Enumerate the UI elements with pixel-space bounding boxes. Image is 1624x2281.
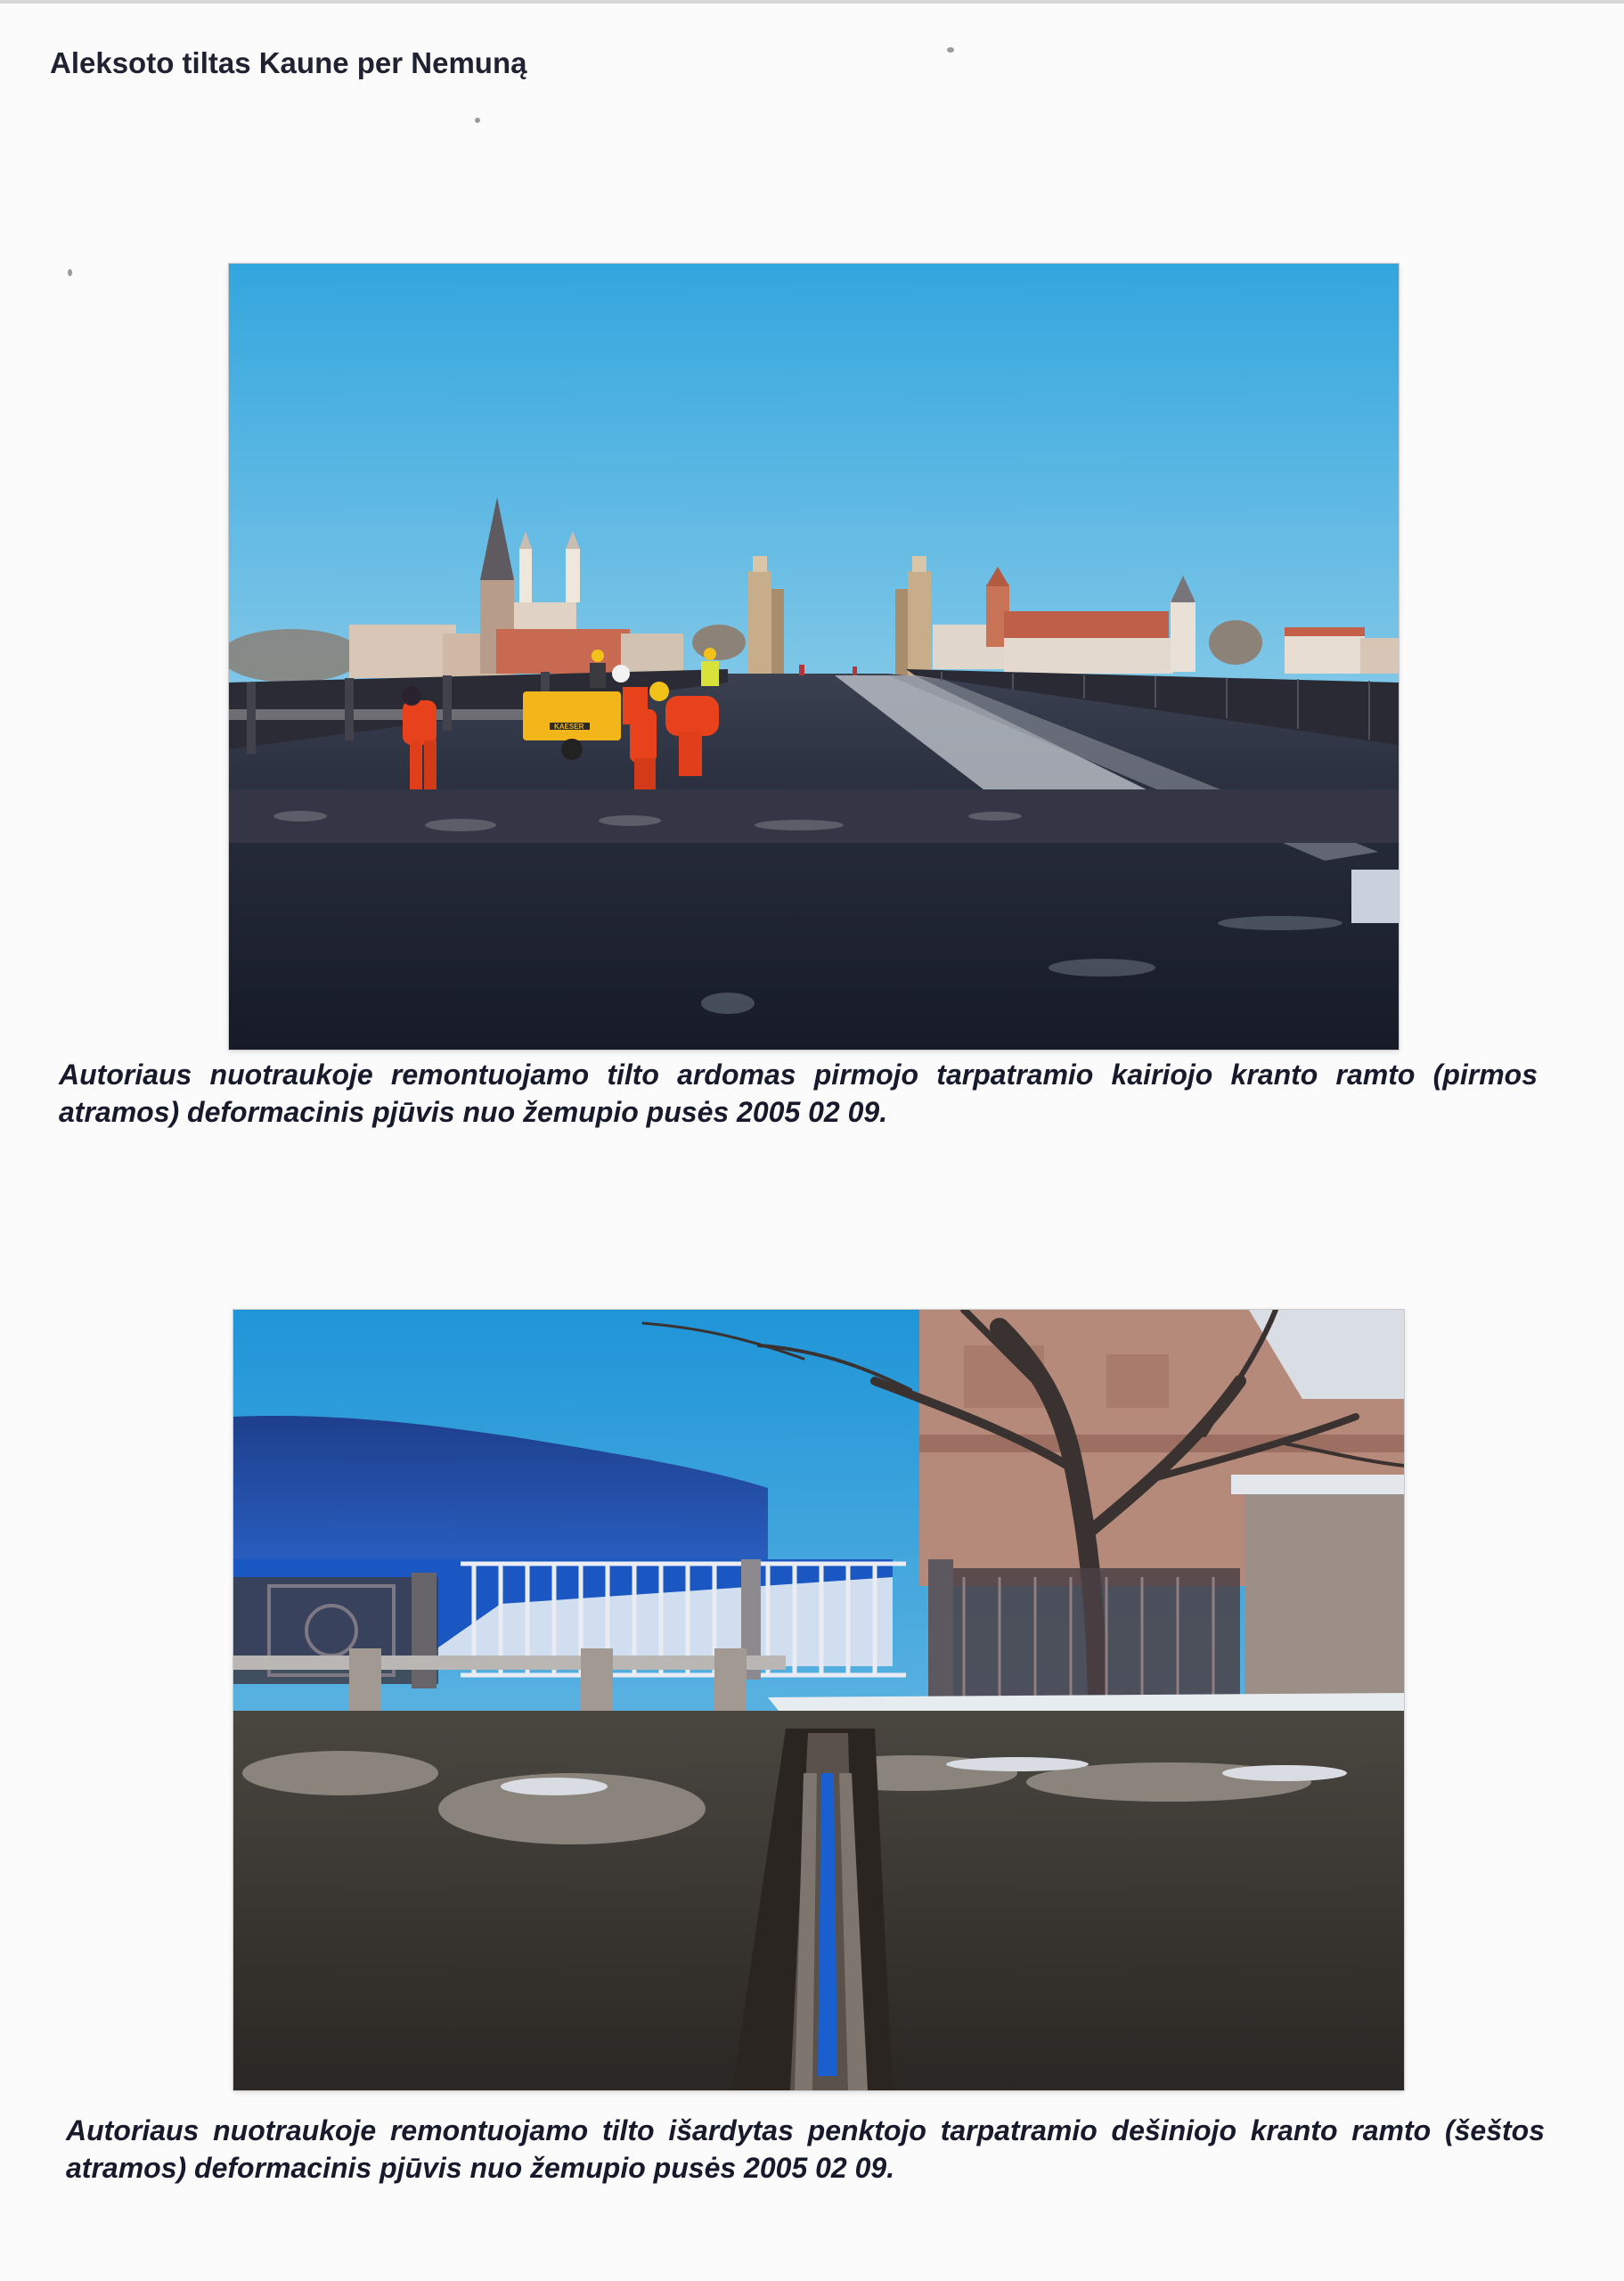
scan-speck	[475, 118, 480, 123]
bridge-repair-photo-1	[229, 264, 1399, 1050]
scan-speck	[947, 47, 954, 53]
deformation-joint-image	[233, 1310, 1404, 2090]
scan-speck	[68, 269, 72, 276]
bridge-repair-photo-2	[233, 1310, 1404, 2090]
compressor-brand-label: KAESER	[554, 723, 584, 731]
bridge-deck-workers-image	[229, 264, 1399, 1050]
photo-2-caption: Autoriaus nuotraukoje remontuojamo tilto išardytas penktojo tarpatramio dešiniojo kranto ramto (šeštos atramos) deformacinis pjūvis nuo žemupio pusės 2005 02 09.	[66, 2114, 1545, 2184]
page-title: Aleksoto tiltas Kaune per Nemuną	[50, 46, 527, 79]
photo-1-caption: Autoriaus nuotraukoje remontuojamo tilto ardomas pirmojo tarpatramio kairiojo kranto ramto (pirmos atramos) deformacinis pjūvis nuo žemupio pusės 2005 02 09.	[59, 1059, 1538, 1128]
page-top-edge	[0, 0, 1624, 4]
